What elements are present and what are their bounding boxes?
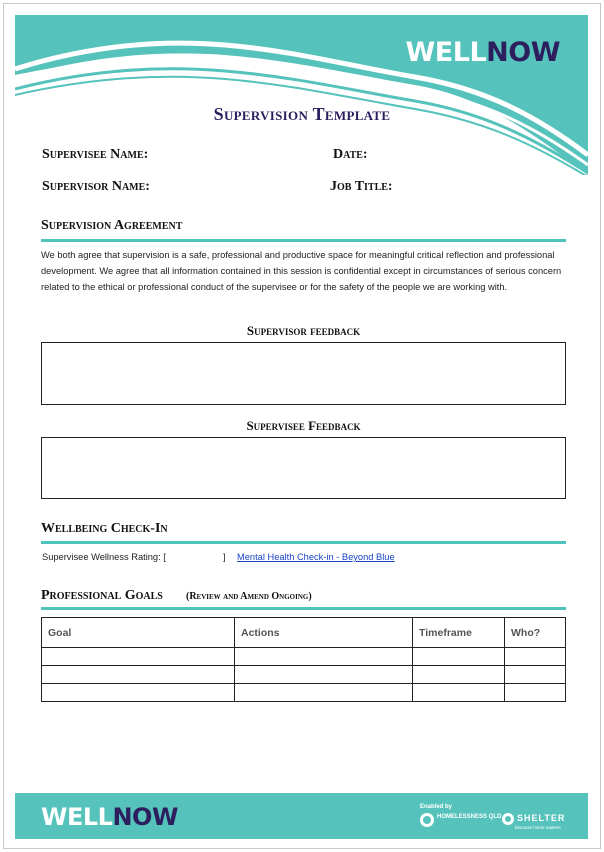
- supervisor-feedback-heading: Supervisor feedback: [246, 323, 361, 338]
- table-cell[interactable]: [42, 666, 235, 684]
- section-divider: [41, 607, 566, 610]
- shelter-logo-icon: [502, 813, 514, 825]
- job-title-label: Job Title:: [330, 179, 393, 194]
- table-row: [42, 648, 566, 666]
- table-cell[interactable]: [42, 648, 235, 666]
- homelessness-qld-logo-icon: [420, 813, 434, 827]
- column-header-goal: Goal: [42, 618, 235, 648]
- wellnow-footer-logo: WELLNOW: [41, 803, 178, 831]
- shelter-tagline: because home matters: [515, 825, 561, 830]
- table-cell[interactable]: [235, 666, 413, 684]
- supervisor-feedback-box[interactable]: [41, 342, 566, 405]
- table-cell[interactable]: [413, 666, 505, 684]
- table-row: [42, 666, 566, 684]
- wellness-rating-close: ]: [223, 552, 226, 562]
- beyond-blue-link[interactable]: Mental Health Check-in - Beyond Blue: [237, 552, 395, 562]
- supervisor-name-label: Supervisor Name:: [42, 179, 150, 194]
- enabled-by-label: Enabled by: [420, 804, 453, 810]
- table-cell[interactable]: [505, 666, 566, 684]
- column-header-actions: Actions: [235, 618, 413, 648]
- section-divider: [41, 239, 566, 242]
- page-title: Supervision Template: [213, 104, 391, 124]
- wellness-rating-label: Supervisee Wellness Rating: [: [42, 552, 166, 562]
- supervisee-feedback-heading: Supervisee Feedback: [246, 418, 361, 433]
- agreement-heading: Supervision Agreement: [41, 218, 183, 233]
- shelter-name: SHELTER: [517, 813, 566, 823]
- table-cell[interactable]: [42, 684, 235, 702]
- date-label: Date:: [333, 147, 368, 162]
- table-cell[interactable]: [505, 684, 566, 702]
- section-divider: [41, 541, 566, 544]
- table-cell[interactable]: [235, 684, 413, 702]
- goals-table: [41, 617, 566, 702]
- table-cell[interactable]: [413, 648, 505, 666]
- agreement-text: We both agree that supervision is a safe, professional and productive space for meaningful critical reflection and professional development. We agree that all information contained in this session is confidential except in circumstances of serious concern related to the ethical or professional conduct of the supervisee or for the safety of the people we are working with.: [41, 250, 562, 292]
- column-header-who: Who?: [505, 618, 566, 648]
- supervisee-feedback-box[interactable]: [41, 437, 566, 499]
- wellnow-logo: WELLNOW: [405, 37, 560, 68]
- table-cell[interactable]: [505, 648, 566, 666]
- table-cell[interactable]: [235, 648, 413, 666]
- goals-heading: Professional Goals: [41, 588, 163, 603]
- wellbeing-heading: Wellbeing Check-In: [41, 521, 168, 536]
- table-cell[interactable]: [413, 684, 505, 702]
- supervisee-name-label: Supervisee Name:: [42, 147, 149, 162]
- column-header-timeframe: Timeframe: [413, 618, 505, 648]
- goals-note: (Review and Amend Ongoing): [186, 591, 312, 602]
- table-row: [42, 684, 566, 702]
- homelessness-qld-name: HOMELESSNESS QLD: [437, 814, 502, 820]
- footer-banner: [15, 793, 588, 839]
